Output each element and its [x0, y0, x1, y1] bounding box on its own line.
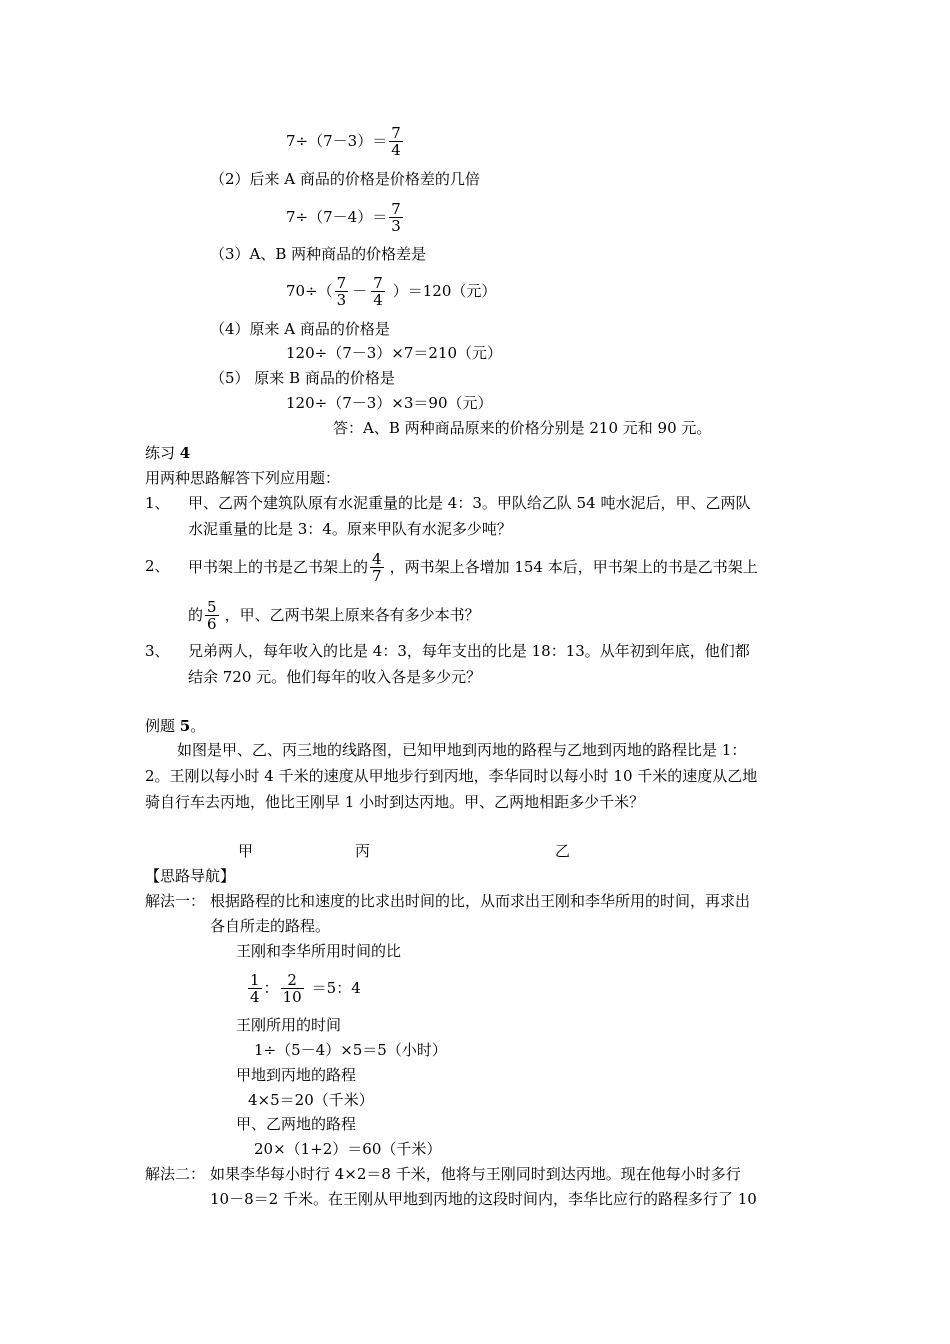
calc-line-2 [286, 196, 405, 236]
practice-title: 练习 4 [145, 444, 191, 462]
fraction: $\frac{5}{6}$ [207, 597, 217, 633]
fraction: $\frac{7}{4}$ [391, 123, 401, 159]
example-title: 例题 5。 [145, 717, 206, 735]
fraction: $\frac{1}{4}$ [250, 970, 260, 1006]
question-2-line-2: 的 $\frac{5}{6}$ ，甲、乙两书架上原来各有多少本书？ [188, 597, 480, 633]
step-4-title: （4）原来 A 商品的价格是 [210, 320, 390, 338]
question-1-text: 甲、乙两个建筑队原有水泥重量的比是 4：3。甲队给乙队 54 吨水泥后，甲、乙两队 水泥重量的比是 3：4。原来甲队有水泥多少吨？ [188, 494, 751, 538]
step-2-title: （2）后来 A 商品的价格是价格差的几倍 [210, 170, 480, 188]
question-3-number: 3、 [145, 642, 170, 660]
method-1-line-2: 各自所走的路程。 [210, 917, 331, 935]
method-1-ratio: $\frac{1}{4}$ ： $\frac{2}{10}$ ＝5：4 [250, 970, 361, 1006]
method-1-step-1: 王刚和李华所用时间的比 [236, 942, 402, 960]
fraction: $\frac{2}{10}$ [282, 970, 302, 1006]
practice-intro: 用两种思路解答下列应用题： [145, 469, 341, 487]
place-bing: 丙 [355, 842, 371, 860]
method-1-line-1: 根据路程的比和速度的比求出时间的比，从而求出王刚和李华所用的时间，再求出 [210, 892, 751, 910]
question-1-number: 1、 [145, 494, 170, 512]
question-2-line-1: 甲书架上的书是乙书架上的 $\frac{4}{7}$ ，两书架上各增加 154 本后，甲书架上的书是乙书架上 [188, 549, 758, 585]
example-body: 如图是甲、乙、丙三地的线路图，已知甲地到丙地的路程与乙地到丙地的路程比是 1： 2。王刚以每小时 4 千米的速度从甲地步行到丙地，李华同时以每小时 10 千米的速度从乙地 骑自行车去丙地，他比王刚早 1 小时到达丙地。甲、乙两地相距多少千米？ [145, 741, 758, 811]
calc-line-3 [286, 270, 496, 310]
step-4-calc: 120÷（7－3）×7＝210（元） [286, 344, 503, 362]
fraction: $\frac{7}{3}$ [391, 199, 401, 235]
method-1-calc-4: 20×（1+2）＝60（千米） [254, 1140, 442, 1158]
method-1-label: 解法一： [145, 892, 206, 910]
method-2-line-2: 10－8＝2 千米。在王刚从甲地到丙地的这段时间内，李华比应行的路程多行了 10 [210, 1190, 757, 1208]
answer-line: 答：A、B 两种商品原来的价格分别是 210 元和 90 元。 [333, 419, 712, 437]
minus-sign: － [352, 282, 368, 300]
method-1-calc-2: 1÷（5－4）×5＝5（小时） [254, 1041, 447, 1059]
calc-expression: 7÷（7－3）＝ [286, 132, 388, 150]
fraction: $\frac{4}{7}$ [372, 549, 382, 585]
calc-expression: 7÷（7－4）＝ [286, 208, 388, 226]
method-2-line-1: 如果李华每小时行 4×2＝8 千米，他将与王刚同时到达丙地。现在他每小时多行 [210, 1165, 741, 1183]
thinking-guide-heading: 【思路导航】 [145, 867, 236, 885]
step-5-title: （5） 原来 B 商品的价格是 [210, 369, 395, 387]
place-yi: 乙 [555, 842, 571, 860]
method-2-label: 解法二： [145, 1165, 206, 1183]
calc-expression: 70÷（ [286, 282, 333, 300]
question-3-text: 兄弟两人，每年收入的比是 4：3，每年支出的比是 18：13。从年初到年底，他们都 结余 720 元。他们每年的收入各是多少元？ [188, 642, 750, 686]
step-3-title: （3）A、B 两种商品的价格差是 [210, 245, 427, 263]
method-1-step-4: 甲、乙两地的路程 [236, 1115, 357, 1133]
question-2-number: 2、 [145, 557, 170, 575]
method-1-calc-3: 4×5＝20（千米） [248, 1091, 374, 1109]
method-1-step-3: 甲地到丙地的路程 [236, 1066, 357, 1084]
place-jia: 甲 [238, 842, 254, 860]
fraction: $\frac{7}{3}$ [336, 273, 347, 309]
method-1-step-2: 王刚所用的时间 [236, 1016, 342, 1034]
step-5-calc: 120÷（7－3）×3＝90（元） [286, 394, 493, 412]
calc-result: ）＝120（元） [392, 282, 497, 300]
calc-line-1 [286, 120, 405, 160]
fraction: $\frac{7}{4}$ [373, 273, 383, 309]
